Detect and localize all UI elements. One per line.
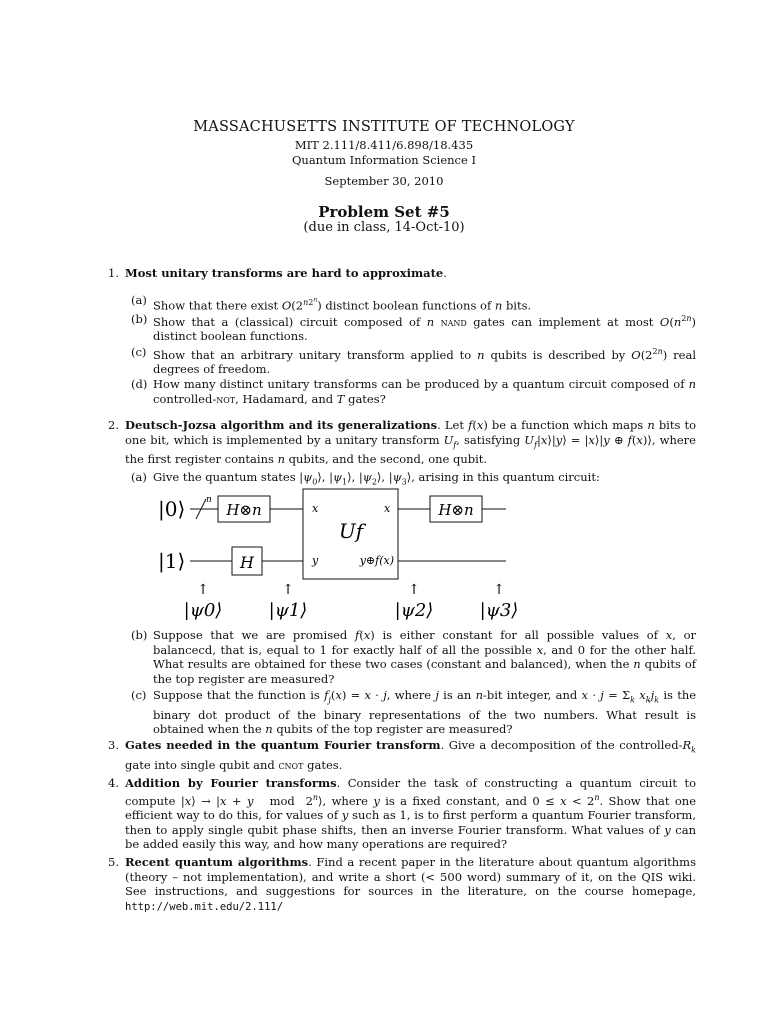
problem-1a: (a) Show that there exist $O(2^{n2^n})$ distinct boolean functions of n bits.: [131, 293, 532, 313]
problem-title: Most unitary transforms are hard to approximate: [125, 266, 444, 280]
date: September 30, 2010: [324, 174, 444, 188]
arrow-psi3: ↑: [493, 582, 505, 598]
problem-number: 1.: [108, 266, 119, 280]
due-date: (due in class, 14-Oct-10): [303, 220, 465, 235]
problem-1b: (b) Show that a (classical) circuit composed of n nand gates can implement at most $O(n^{2n})$ distinct boolean functions.: [131, 312, 697, 344]
course-numbers: MIT 2.111/8.411/6.898/18.435: [294, 138, 474, 152]
state-psi0: |ψ0⟩: [183, 600, 223, 621]
problem-title: Addition by Fourier transforms: [125, 776, 337, 790]
problem-2a: (a) Give the quantum states $|\psi_0⟩$, $|\psi_1⟩$, $|\psi_2⟩$, $|\psi_3⟩$, arising in this quantum circuit:: [131, 470, 600, 487]
oracle-output-y: y⊕f(x): [359, 554, 394, 567]
institution: MASSACHUSETTS INSTITUTE OF TECHNOLOGY: [193, 119, 575, 135]
state-psi2: |ψ2⟩: [394, 600, 434, 621]
input-ket-zero: |0⟩: [158, 497, 186, 521]
quantum-circuit-diagram: [150, 484, 520, 624]
hadamard-gate-output: H⊗n: [438, 501, 474, 519]
course-title: Quantum Information Science I: [291, 153, 476, 167]
problem-set-title: Problem Set #5: [318, 203, 450, 221]
problem-2: 2. Deutsch-Jozsa algorithm and its generalizations. Let f(x) be a function which maps n bits to one bit, which is implemented by a unitary transform $U_f$, satisfying $U_f|x⟩|y⟩$ = |x⟩|y ⊕ f(x)⟩, where the first register contains n qubits, and the second, one qubit.: [108, 418, 697, 467]
problem-5: 5. Recent quantum algorithms. Find a recent paper in the literature about quantum algorithms (theory – not implementation), and write a short (< 500 word) summary of it, on the QIS wiki. See instructions, and suggestions for sources in the literature, on the course homepage, http://web.mit.edu/2.111/: [108, 855, 696, 913]
problem-3: 3. Gates needed in the quantum Fourier transform. Give a decomposition of the controlled-$R_k$ gate into single qubit and cnot gates.: [108, 738, 696, 772]
problem-2b: (b) Suppose that we are promised f(x) is either constant for all possible values of x, or balancecd, that is, equal to 1 for exactly half of all the possible x, and 0 for the other half. What results are obtained for these two cases (constant and balanced), when the n qubits of the top register are measured?: [131, 628, 696, 686]
hadamard-gate-top: H⊗n: [226, 501, 262, 519]
state-psi1: |ψ1⟩: [268, 600, 308, 621]
arrow-psi0: ↑: [197, 582, 209, 598]
problem-1c: (c) Show that an arbitrary unitary transform applied to n qubits is described by $O(2^{2n})$ real degrees of freedom.: [131, 345, 697, 377]
problem-2c: (c) Suppose that the function is $f_j(x) = x \cdot j$, where j is an n-bit integer, and $x \cdot j = \Sigma_k$ $x_kj_k$ is the binary dot product of the binary representations of the two numbers. What result is obtained when the n qubits of the top register are measured?: [131, 688, 697, 737]
arrow-psi1: ↑: [282, 582, 294, 598]
course-homepage-link[interactable]: http://web.mit.edu/2.111/: [125, 900, 284, 913]
problem-1: 1. Most unitary transforms are hard to approximate.: [108, 266, 447, 280]
problem-4: 4. Addition by Fourier transforms. Consider the task of constructing a quantum circuit to compute |x⟩ → |x + y mod 2$^n$⟩, where y is a fixed constant, and $0 \le x < 2^n$. Show that one efficient way to do this, for values of y such as 1, is to first perform a quantum Fourier transform, then to apply single qubit phase shifts, then an inverse Fourier transform. What values of y can be added easily this way, and how many operations are required?: [108, 776, 697, 852]
oracle-output-x: x: [384, 502, 391, 515]
problem-title: Gates needed in the quantum Fourier transform: [125, 738, 441, 752]
oracle-input-x: x: [312, 502, 319, 515]
bus-width-label: n: [206, 495, 212, 505]
hadamard-gate-bottom: H: [240, 553, 254, 572]
problem-1d: (d) How many distinct unitary transforms can be produced by a quantum circuit composed of n controlled-not, Hadamard, and T gates?: [131, 377, 696, 406]
problem-title: Deutsch-Jozsa algorithm and its generalizations: [125, 418, 438, 432]
arrow-psi2: ↑: [408, 582, 420, 598]
oracle-input-y: y: [312, 554, 319, 567]
input-ket-one: |1⟩: [158, 549, 186, 573]
state-psi3: |ψ3⟩: [479, 600, 519, 621]
oracle-gate: Uf: [338, 519, 364, 543]
problem-title: Recent quantum algorithms: [125, 855, 309, 869]
